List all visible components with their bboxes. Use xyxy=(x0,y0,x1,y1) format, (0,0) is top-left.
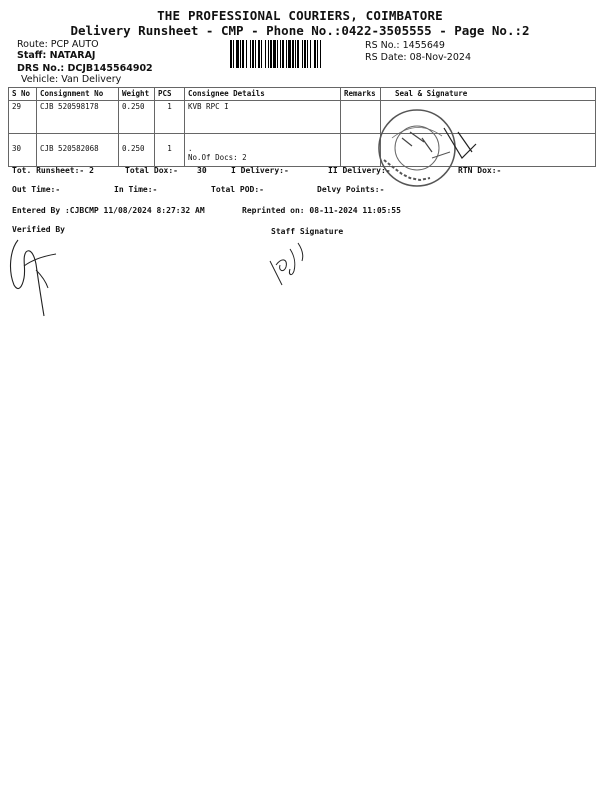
sno-value: 30 xyxy=(12,144,22,153)
drs-number: DRS No.: DCJB145564902 xyxy=(17,63,153,74)
i-delivery: I Delivery:- xyxy=(231,166,289,175)
cell-pcs: 1 xyxy=(155,101,185,134)
route-text: Route: PCP AUTO xyxy=(17,39,99,50)
table-header-row xyxy=(9,88,596,101)
verified-by-label: Verified By xyxy=(12,225,65,234)
verifier-signature xyxy=(4,230,74,325)
office-stamp xyxy=(372,108,492,188)
total-dox-label: Total Dox:- xyxy=(125,166,178,175)
cell-sno: 29 xyxy=(9,101,37,134)
cell-consignment xyxy=(37,134,119,167)
column-header: Consignee Details xyxy=(185,88,341,101)
delivery-points: Delvy Points:- xyxy=(317,185,385,194)
weight-value: 0.250 xyxy=(122,144,145,153)
cell-consignee xyxy=(185,134,341,167)
pcs-value: 1 xyxy=(167,144,172,153)
column-header: Weight xyxy=(119,88,155,101)
total-pod: Total POD:- xyxy=(211,185,264,194)
staff-signature-label: Staff Signature xyxy=(271,227,344,236)
table-row xyxy=(9,134,596,167)
cell-sno xyxy=(9,134,37,167)
column-header: S No xyxy=(9,88,37,101)
cell-consignee: KVB RPC I xyxy=(185,101,341,134)
rs-date: RS Date: 08-Nov-2024 xyxy=(365,52,471,63)
barcode-image xyxy=(230,40,356,68)
cell-weight xyxy=(119,134,155,167)
cell-consignment: CJB 520598178 xyxy=(37,101,119,134)
column-header: Seal & Signature xyxy=(381,88,596,101)
rs-number: RS No.: 1455649 xyxy=(365,40,445,51)
entered-by: Entered By :CJBCMP 11/08/2024 8:27:32 AM xyxy=(12,206,205,215)
vehicle-text: Vehicle: Van Delivery xyxy=(21,74,122,85)
docs-count: No.Of Docs: 2 xyxy=(188,153,247,162)
consignment-value: CJB 520582068 xyxy=(40,144,99,153)
total-runsheet: Tot. Runsheet:- 2 xyxy=(12,166,94,175)
barcode-bar xyxy=(321,40,322,68)
reprinted-on: Reprinted on: 08-11-2024 11:05:55 xyxy=(242,206,401,215)
rtn-dox: RTN Dox:- xyxy=(458,166,502,175)
ii-delivery: II Delivery:- xyxy=(328,166,391,175)
cell-pcs xyxy=(155,134,185,167)
table-row xyxy=(9,101,596,134)
column-header: Remarks xyxy=(341,88,381,101)
in-time: In Time:- xyxy=(114,185,158,194)
company-title: THE PROFESSIONAL COURIERS, COIMBATORE xyxy=(157,8,443,23)
cell-weight: 0.250 xyxy=(119,101,155,134)
staff-text: Staff: NATARAJ xyxy=(17,50,96,61)
runsheet-subtitle: Delivery Runsheet - CMP - Phone No.:0422-3505555 - Page No.:2 xyxy=(70,23,530,38)
column-header: PCS xyxy=(155,88,185,101)
column-header: Consignment No xyxy=(37,88,119,101)
staff-signature xyxy=(262,235,322,290)
runsheet-table xyxy=(8,87,596,167)
total-dox-value: 30 xyxy=(197,166,207,175)
consignee-value: . xyxy=(188,144,193,153)
out-time: Out Time:- xyxy=(12,185,61,194)
